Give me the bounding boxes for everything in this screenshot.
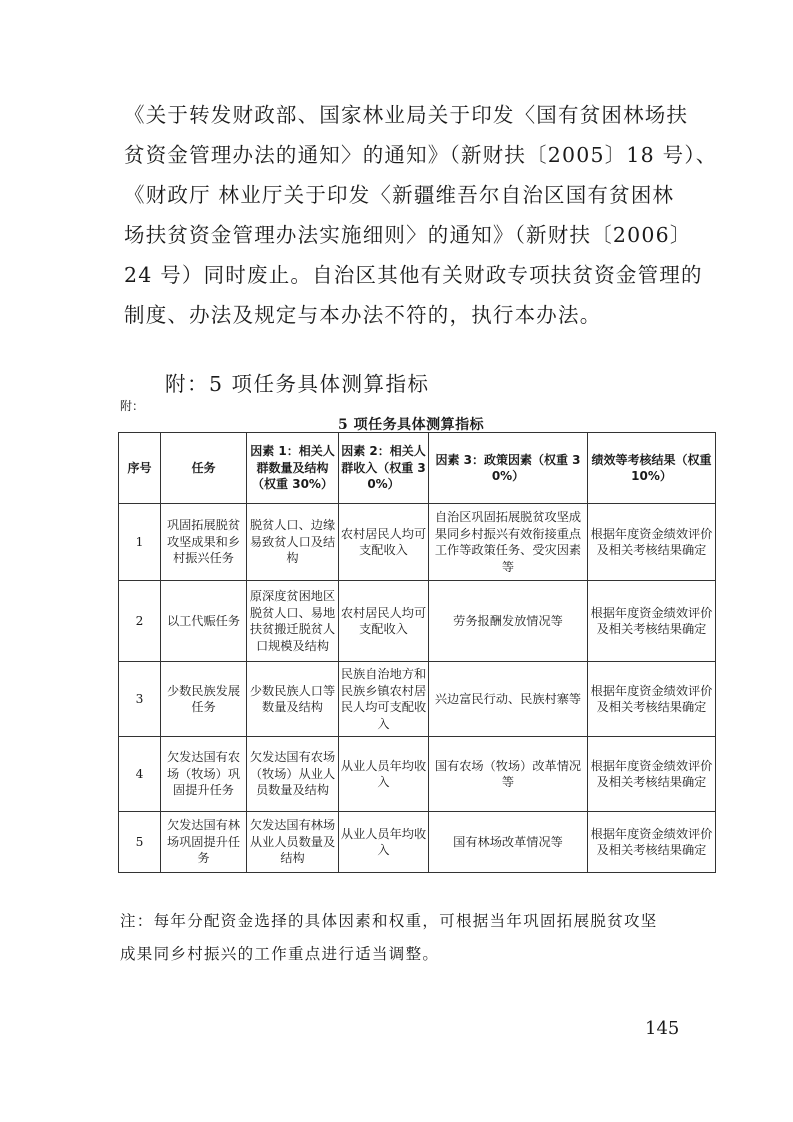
cell-index: 1	[119, 504, 161, 581]
paragraph-line: 贫资金管理办法的通知〉的通知》（新财扶〔2005〕18 号）、	[124, 143, 718, 167]
table-row	[119, 504, 716, 581]
cell-task: 少数民族发展任务	[161, 662, 247, 737]
table-row	[119, 737, 716, 812]
header-index: 序号	[119, 433, 161, 504]
paragraph-line: 《财政厅 林业厅关于印发〈新疆维吾尔自治区国有贫困林	[124, 183, 675, 207]
cell-index: 2	[119, 581, 161, 662]
cell-factor-2: 农村居民人均可支配收入	[339, 504, 429, 581]
cell-index: 5	[119, 812, 161, 873]
table-row	[119, 581, 716, 662]
cell-factor-2: 民族自治地方和民族乡镇农村居民人均可支配收入	[339, 662, 429, 737]
table-title: 5 项任务具体测算指标	[338, 417, 485, 433]
cell-factor-2: 农村居民人均可支配收入	[339, 581, 429, 662]
cell-factor-1: 欠发达国有林场从业人员数量及结构	[247, 812, 339, 873]
header-task: 任务	[161, 433, 247, 504]
page-number: 145	[645, 1018, 680, 1039]
header-factor-3: 因素 3：政策因素（权重 30%）	[429, 433, 588, 504]
table-note	[120, 905, 720, 971]
cell-task: 欠发达国有林场巩固提升任务	[161, 812, 247, 873]
cell-factor-3: 国有林场改革情况等	[429, 812, 588, 873]
note-line: 成果同乡村振兴的工作重点进行适当调整。	[120, 945, 440, 963]
cell-index: 3	[119, 662, 161, 737]
table-row	[119, 812, 716, 873]
cell-task: 巩固拓展脱贫攻坚成果和乡村振兴任务	[161, 504, 247, 581]
paragraph-line: 场扶贫资金管理办法实施细则〉的通知》（新财扶〔2006〕	[124, 223, 692, 247]
cell-factor-3: 国有农场（牧场）改革情况等	[429, 737, 588, 812]
cell-task: 以工代赈任务	[161, 581, 247, 662]
attachment-heading: 附：5 项任务具体测算指标	[165, 372, 430, 396]
table-row	[119, 662, 716, 737]
cell-factor-1: 少数民族人口等数量及结构	[247, 662, 339, 737]
indicator-table	[118, 432, 716, 873]
cell-performance: 根据年度资金绩效评价及相关考核结果确定	[588, 812, 716, 873]
table-header-row	[119, 433, 716, 504]
cell-factor-3: 自治区巩固拓展脱贫攻坚成果同乡村振兴有效衔接重点工作等政策任务、受灾因素等	[429, 504, 588, 581]
cell-index: 4	[119, 737, 161, 812]
cell-factor-1: 脱贫人口、边缘易致贫人口及结构	[247, 504, 339, 581]
cell-factor-3: 兴边富民行动、民族村寨等	[429, 662, 588, 737]
cell-performance: 根据年度资金绩效评价及相关考核结果确定	[588, 504, 716, 581]
header-factor-2: 因素 2：相关人群收入（权重 30%）	[339, 433, 429, 504]
paragraph-line: 制度、办法及规定与本办法不符的，执行本办法。	[124, 303, 602, 327]
cell-performance: 根据年度资金绩效评价及相关考核结果确定	[588, 737, 716, 812]
cell-factor-1: 原深度贫困地区脱贫人口、易地扶贫搬迁脱贫人口规模及结构	[247, 581, 339, 662]
repeal-paragraph	[124, 95, 718, 335]
paragraph-line: 《关于转发财政部、国家林业局关于印发〈国有贫困林场扶	[124, 103, 689, 127]
cell-factor-3: 劳务报酬发放情况等	[429, 581, 588, 662]
header-factor-1: 因素 1：相关人群数量及结构（权重 30%）	[247, 433, 339, 504]
cell-task: 欠发达国有农场（牧场）巩固提升任务	[161, 737, 247, 812]
cell-factor-2: 从业人员年均收入	[339, 737, 429, 812]
cell-performance: 根据年度资金绩效评价及相关考核结果确定	[588, 581, 716, 662]
note-line: 注：每年分配资金选择的具体因素和权重，可根据当年巩固拓展脱贫攻坚	[120, 912, 658, 930]
paragraph-line: 24 号）同时废止。自治区其他有关财政专项扶贫资金管理的	[124, 263, 703, 287]
header-performance: 绩效等考核结果（权重 10%）	[588, 433, 716, 504]
cell-factor-2: 从业人员年均收入	[339, 812, 429, 873]
cell-factor-1: 欠发达国有农场（牧场）从业人员数量及结构	[247, 737, 339, 812]
cell-performance: 根据年度资金绩效评价及相关考核结果确定	[588, 662, 716, 737]
attachment-small-label: 附：	[120, 399, 145, 413]
